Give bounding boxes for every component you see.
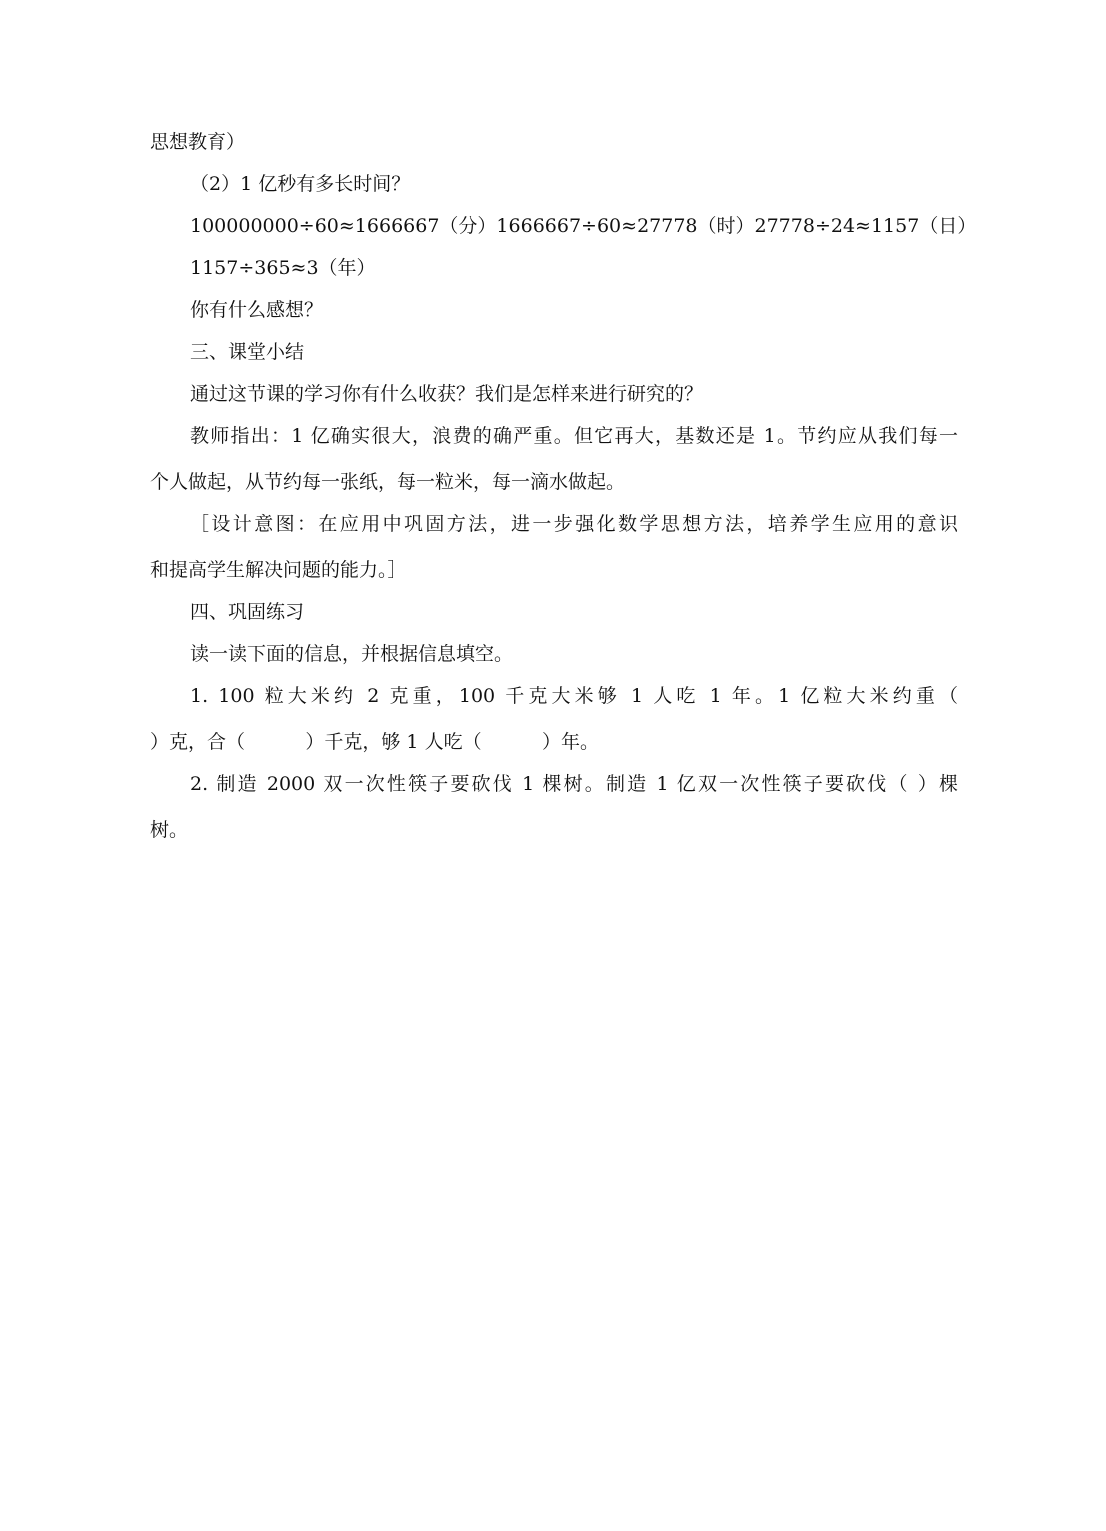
design-intent-line: 和提高学生解决问题的能力。］ <box>150 559 407 581</box>
calculation-line: 100000000÷60≈1666667（分）1666667÷60≈27778（时）27778÷24≈1157（日） <box>190 215 977 237</box>
paragraph-line: 通过这节课的学习你有什么收获？我们是怎样来进行研究的？ <box>190 383 704 405</box>
exercise-line: 1. 100 粒大米约 2 克重，100 千克大米够 1 人吃 1 年。1 亿粒大米约重（ <box>190 685 958 707</box>
paragraph-line: 思想教育） <box>150 131 246 153</box>
paragraph-line: 教师指出：1 亿确实很大，浪费的确严重。但它再大，基数还是 1。节约应从我们每一 <box>190 425 958 447</box>
exercise-line: ）克，合（ ）千克，够 1 人吃（ ）年。 <box>150 731 599 753</box>
exercise-line: 树。 <box>150 819 189 841</box>
paragraph-line: 个人做起，从节约每一张纸，每一粒米，每一滴水做起。 <box>150 471 626 493</box>
design-intent-line: ［设计意图：在应用中巩固方法，进一步强化数学思想方法，培养学生应用的意识 <box>190 513 958 535</box>
calculation-line: 1157÷365≈3（年） <box>190 257 376 279</box>
question-heading: （2）1 亿秒有多长时间？ <box>190 173 411 195</box>
section-heading: 三、课堂小结 <box>190 341 305 363</box>
question-line: 你有什么感想？ <box>190 299 324 321</box>
exercise-line: 2. 制造 2000 双一次性筷子要砍伐 1 棵树。制造 1 亿双一次性筷子要砍伐（ ）棵 <box>190 773 958 795</box>
section-heading: 四、巩固练习 <box>190 601 305 623</box>
paragraph-line: 读一读下面的信息，并根据信息填空。 <box>190 643 514 665</box>
